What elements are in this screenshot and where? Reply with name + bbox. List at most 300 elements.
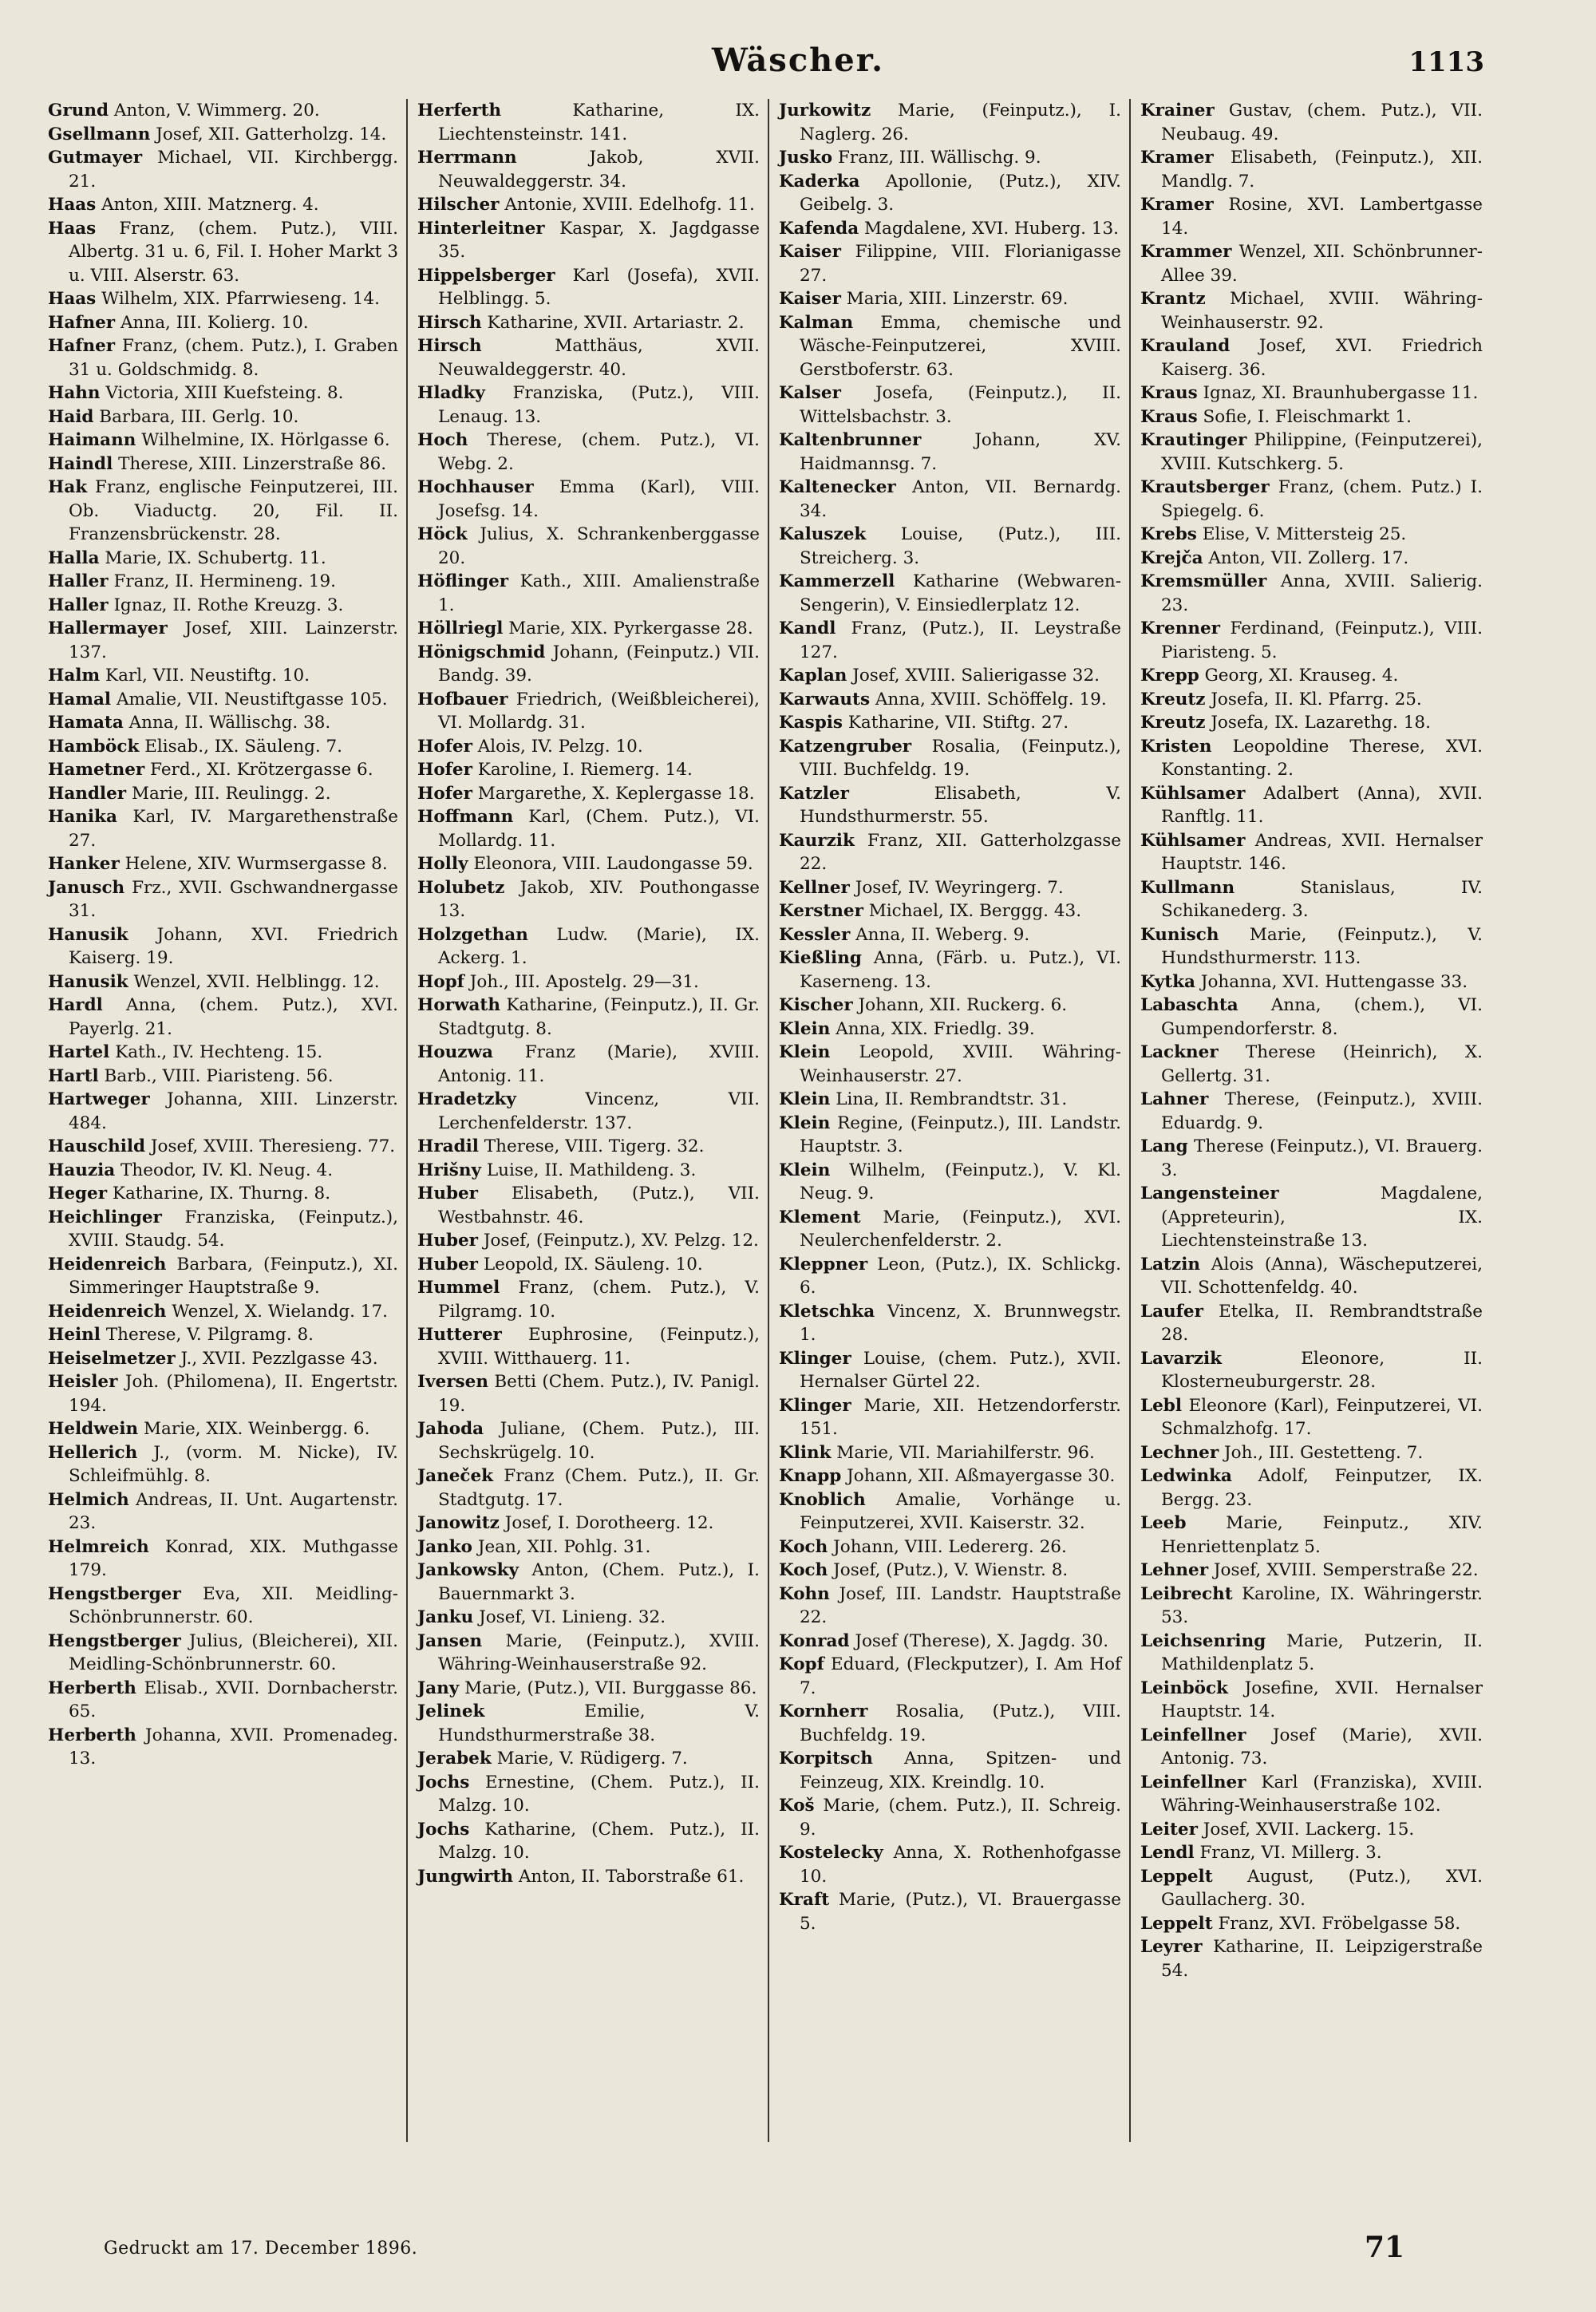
- directory-entry: [779, 217, 1121, 241]
- entry-details: Anton, II. Taborstraße 61.: [518, 1866, 745, 1887]
- entry-surname: Janeček: [417, 1466, 494, 1486]
- entry-surname: Katzler: [779, 783, 849, 804]
- entry-surname: Kostelecky: [779, 1843, 883, 1863]
- entry-details: Karl (Josefa), XVII. Helblingg. 5.: [438, 265, 760, 309]
- entry-details: Josef, XVIII. Semperstraße 22.: [1213, 1560, 1479, 1580]
- entry-surname: Heiselmetzer: [48, 1348, 176, 1369]
- entry-surname: Kaltenbrunner: [779, 430, 922, 450]
- directory-entry: [417, 923, 760, 970]
- directory-entry: [779, 1112, 1121, 1159]
- directory-entry: [48, 1535, 398, 1583]
- entry-surname: Hochhauser: [417, 477, 534, 497]
- entry-surname: Höck: [417, 524, 468, 544]
- entry-surname: Krejča: [1140, 547, 1203, 568]
- entry-surname: Kramer: [1140, 195, 1214, 215]
- entry-surname: Klein: [779, 1089, 831, 1109]
- directory-entry: [48, 1724, 398, 1771]
- entry-details: Therese, (Feinputz.), XVIII. Eduardg. 9.: [1161, 1089, 1483, 1133]
- entry-details: Rosalia, (Putz.), VIII. Buchfeldg. 19.: [800, 1701, 1121, 1745]
- entry-surname: Kaderka: [779, 171, 860, 192]
- directory-entry: [48, 1630, 398, 1677]
- entry-details: Josef, XII. Gatterholzg. 14.: [156, 124, 387, 144]
- entry-details: Johanna, XVI. Huttengasse 33.: [1200, 971, 1468, 992]
- directory-entry: [779, 1300, 1121, 1347]
- directory-entry: [48, 970, 398, 994]
- entry-surname: Lebl: [1140, 1395, 1182, 1416]
- directory-entry: [417, 876, 760, 923]
- directory-entry: [779, 429, 1121, 476]
- directory-entry: [1140, 1771, 1483, 1818]
- directory-entry: [48, 994, 398, 1041]
- entry-details: Franz, (chem. Putz.), VIII. Albertg. 31 u. 6, Fil. I. Hoher Markt 3 u. VIII. Alserstr. 63.: [69, 218, 398, 286]
- directory-entry: [779, 1559, 1121, 1583]
- entry-surname: Halm: [48, 666, 101, 686]
- entry-details: Barb., VIII. Piaristeng. 56.: [104, 1065, 334, 1086]
- entry-surname: Klein: [779, 1042, 831, 1062]
- directory-entry: [48, 711, 398, 735]
- entry-details: Franziska, (Feinputz.), XVIII. Staudg. 54.: [69, 1207, 398, 1251]
- directory-entry: [1140, 829, 1483, 876]
- entry-details: Rosalia, (Feinputz.), VIII. Buchfeldg. 19.: [800, 736, 1121, 780]
- entry-details: Karoline, I. Riemerg. 14.: [477, 760, 693, 780]
- entry-details: Georg, XI. Krauseg. 4.: [1204, 666, 1399, 686]
- entry-surname: Hamata: [48, 713, 124, 733]
- entry-surname: Labaschta: [1140, 995, 1238, 1015]
- entry-surname: Haller: [48, 571, 109, 591]
- directory-entry: [417, 758, 760, 782]
- entry-details: J., (vorm. M. Nicke), IV. Schleifmühlg. 8.: [69, 1442, 398, 1486]
- directory-entry: [779, 617, 1121, 664]
- entry-details: Josef, XIII. Lainzerstr. 137.: [69, 619, 398, 662]
- directory-entry: [779, 1088, 1121, 1112]
- entry-surname: Leichsenring: [1140, 1630, 1266, 1651]
- directory-entry: [48, 217, 398, 288]
- directory-entry: [417, 1818, 760, 1865]
- entry-surname: Krebs: [1140, 524, 1197, 544]
- directory-entry: [48, 852, 398, 876]
- directory-entry: [417, 617, 760, 641]
- entry-details: Marie, III. Reulingg. 2.: [131, 783, 331, 804]
- entry-surname: Hrišny: [417, 1160, 482, 1180]
- directory-entry: [417, 1677, 760, 1701]
- directory-entry: [417, 1135, 760, 1159]
- entry-details: Eleonore, II. Klosterneuburgerstr. 28.: [1161, 1348, 1483, 1392]
- directory-entry: [779, 1653, 1121, 1700]
- directory-entry: [48, 476, 398, 547]
- entry-details: Franz, (chem. Putz.), I. Graben 31 u. Goldschmidg. 8.: [69, 336, 398, 380]
- entry-details: Juliane, (Chem. Putz.), III. Sechskrügelg. 10.: [438, 1419, 760, 1463]
- directory-entry: [417, 1417, 760, 1464]
- entry-surname: Krammer: [1140, 242, 1232, 262]
- entry-surname: Kaurzik: [779, 830, 855, 851]
- column-2: [406, 99, 768, 2142]
- entry-surname: Hardl: [48, 995, 103, 1015]
- directory-entry: [1140, 711, 1483, 735]
- directory-entry: [417, 1370, 760, 1417]
- entry-details: Franziska, (Putz.), VIII. Lenaug. 13.: [438, 383, 760, 427]
- entry-details: Magdalene, (Appreteurin), IX. Liechtensteinstraße 13.: [1161, 1184, 1483, 1251]
- entry-surname: Klink: [779, 1442, 832, 1463]
- entry-surname: Leppelt: [1140, 1913, 1213, 1934]
- entry-surname: Kreutz: [1140, 689, 1206, 709]
- entry-surname: Klinger: [779, 1348, 851, 1369]
- directory-entry: [417, 1276, 760, 1323]
- entry-details: Victoria, XIII Kuefsteing. 8.: [105, 383, 344, 403]
- entry-details: Josef, XVI. Friedrich Kaiserg. 36.: [1161, 336, 1483, 380]
- entry-surname: Leppelt: [1140, 1866, 1213, 1887]
- entry-details: Katharine, XVII. Artariastr. 2.: [487, 312, 745, 333]
- entry-details: Jean, XII. Pohlg. 31.: [477, 1536, 651, 1557]
- entry-surname: Kammerzell: [779, 571, 895, 591]
- entry-details: Franz, englische Feinputzerei, III. Ob. Viaductg. 20, Fil. II. Franzensbrückenstr. 28.: [69, 477, 398, 544]
- entry-details: Anna, Spitzen- und Feinzeug, XIX. Kreindlg. 10.: [800, 1749, 1121, 1792]
- entry-surname: Kytka: [1140, 971, 1195, 992]
- directory-entry: [48, 617, 398, 664]
- directory-entry: [779, 711, 1121, 735]
- directory-entry: [779, 923, 1121, 947]
- entry-surname: Krenner: [1140, 619, 1220, 638]
- entry-details: Wilhelm, XIX. Pfarrwieseng. 14.: [101, 289, 380, 309]
- directory-entry: [1140, 735, 1483, 782]
- directory-entry: [1140, 1818, 1483, 1842]
- entry-surname: Lendl: [1140, 1843, 1195, 1863]
- directory-entry: [417, 217, 760, 264]
- entry-surname: Hippelsberger: [417, 265, 555, 286]
- entry-details: Katharine, VII. Stiftg. 27.: [847, 713, 1069, 733]
- entry-surname: Hofbauer: [417, 689, 508, 709]
- entry-surname: Lahner: [1140, 1089, 1209, 1109]
- entry-details: Vincenz, VII. Lerchenfelderstr. 137.: [438, 1089, 760, 1133]
- entry-details: Johanna, XIII. Linzerstr. 484.: [69, 1089, 398, 1133]
- entry-details: Franz, (chem. Putz.) I. Spiegelg. 6.: [1161, 477, 1483, 521]
- directory-entry: [48, 594, 398, 618]
- directory-entry: [417, 970, 760, 994]
- entry-surname: Hirsch: [417, 312, 482, 333]
- entry-surname: Hummel: [417, 1278, 500, 1298]
- entry-surname: Korpitsch: [779, 1749, 873, 1769]
- directory-entry: [1140, 405, 1483, 429]
- entry-surname: Kießling: [779, 948, 862, 968]
- entry-surname: Halla: [48, 547, 100, 568]
- entry-details: Leopoldine Therese, XVI. Konstanting. 2.: [1161, 736, 1483, 780]
- entry-surname: Hartweger: [48, 1089, 150, 1109]
- directory-entry: [48, 547, 398, 571]
- entry-details: Leopold, XVIII. Währing-Weinhauserstr. 27.: [800, 1042, 1121, 1086]
- directory-entry: [1140, 994, 1483, 1041]
- entry-details: Anton, (Chem. Putz.), I. Bauernmarkt 3.: [438, 1560, 760, 1604]
- entry-surname: Hallermayer: [48, 619, 168, 638]
- entry-details: Filippine, VIII. Florianigasse 27.: [800, 242, 1121, 286]
- entry-surname: Holzgethan: [417, 924, 528, 945]
- directory-entry: [48, 1182, 398, 1206]
- directory-entry: [1140, 1041, 1483, 1088]
- entry-surname: Klement: [779, 1207, 861, 1227]
- entry-details: Anna, XIX. Friedlg. 39.: [836, 1018, 1035, 1039]
- entry-details: Kath., XIII. Amalienstraße 1.: [438, 571, 760, 615]
- entry-surname: Hanusik: [48, 924, 128, 945]
- entry-details: Marie, (Feinputz.), I. Naglerg. 26.: [800, 101, 1122, 144]
- entry-details: Therese (Heinrich), X. Gellertg. 31.: [1161, 1042, 1483, 1086]
- entry-details: Etelka, II. Rembrandtstraße 28.: [1161, 1301, 1483, 1345]
- directory-entry: [48, 99, 398, 123]
- entry-surname: Handler: [48, 783, 127, 804]
- entry-surname: Janowitz: [417, 1513, 500, 1533]
- entry-details: Maria, XIII. Linzerstr. 69.: [846, 289, 1069, 309]
- entry-details: Josef, XVIII. Salierigasse 32.: [852, 666, 1100, 686]
- entry-surname: Jochs: [417, 1772, 470, 1792]
- entry-details: Elisab., XVII. Dornbacherstr. 65.: [69, 1678, 398, 1721]
- entry-surname: Kraus: [1140, 406, 1198, 427]
- entry-details: Johann, XII. Aßmayergasse 30.: [847, 1466, 1116, 1486]
- entry-surname: Krepp: [1140, 666, 1199, 686]
- entry-details: Anna, XVIII. Salierig. 23.: [1161, 571, 1483, 615]
- entry-details: Marie, XIX. Pyrkergasse 28.: [508, 619, 753, 638]
- directory-entry: [779, 664, 1121, 688]
- directory-entry: [779, 287, 1121, 311]
- directory-entry: [48, 453, 398, 476]
- entry-surname: Hutterer: [417, 1325, 502, 1345]
- entry-details: Apollonie, (Putz.), XIV. Geibelg. 3.: [800, 171, 1121, 215]
- entry-surname: Hak: [48, 477, 88, 497]
- entry-surname: Klein: [779, 1160, 831, 1180]
- entry-details: Anna, II. Weberg. 9.: [855, 924, 1030, 945]
- entry-details: Anna, II. Wällischg. 38.: [128, 713, 331, 733]
- entry-surname: Hofer: [417, 736, 472, 757]
- directory-entry: [48, 1441, 398, 1488]
- directory-entry: [1140, 1512, 1483, 1559]
- directory-entry: [779, 381, 1121, 429]
- entry-surname: Janusch: [48, 877, 125, 898]
- entry-surname: Kopf: [779, 1654, 824, 1674]
- entry-surname: Hanika: [48, 807, 117, 827]
- entry-surname: Grund: [48, 101, 109, 121]
- entry-details: Marie, Feinputz., XIV. Henriettenplatz 5.: [1161, 1513, 1483, 1557]
- entry-details: Karl, IV. Margarethenstraße 27.: [69, 807, 398, 851]
- entry-details: Helene, XIV. Wurmsergasse 8.: [124, 854, 388, 874]
- directory-entry: [779, 99, 1121, 146]
- directory-entry: [1140, 476, 1483, 523]
- entry-details: Antonie, XVIII. Edelhofg. 11.: [504, 195, 755, 215]
- entry-details: Josef, XVII. Lackerg. 15.: [1203, 1819, 1415, 1840]
- entry-surname: Jungwirth: [417, 1866, 514, 1887]
- entry-surname: Jankowsky: [417, 1560, 519, 1580]
- directory-entry: [417, 429, 760, 476]
- directory-entry: [417, 1229, 760, 1253]
- entry-details: Joh. (Philomena), II. Engertstr. 194.: [69, 1372, 398, 1416]
- entry-details: Johann, XVI. Friedrich Kaiserg. 19.: [69, 924, 398, 968]
- directory-entry: [1140, 923, 1483, 970]
- directory-entry: [779, 1841, 1121, 1888]
- directory-entry: [779, 735, 1121, 782]
- entry-details: Louise, (chem. Putz.), XVII. Hernalser Gürtel 22.: [800, 1348, 1121, 1392]
- directory-entry: [48, 429, 398, 453]
- entry-details: Jakob, XIV. Pouthongasse 13.: [438, 877, 760, 921]
- entry-details: Therese (Feinputz.), VI. Brauerg. 3.: [1161, 1136, 1483, 1180]
- entry-details: Eduard, (Fleckputzer), I. Am Hof 7.: [800, 1654, 1121, 1698]
- entry-details: Rosine, XVI. Lambertgasse 14.: [1161, 195, 1483, 239]
- entry-surname: Holubetz: [417, 877, 505, 898]
- entry-surname: Heger: [48, 1184, 108, 1203]
- entry-details: Josef (Therese), X. Jagdg. 30.: [855, 1630, 1109, 1651]
- entry-surname: Gsellmann: [48, 124, 151, 144]
- entry-details: Wilhelm, (Feinputz.), V. Kl. Neug. 9.: [800, 1160, 1121, 1203]
- directory-entry: [48, 1041, 398, 1065]
- entry-surname: Huber: [417, 1184, 478, 1203]
- entry-surname: Krainer: [1140, 101, 1215, 121]
- entry-details: Alois, IV. Pelzg. 10.: [477, 736, 643, 757]
- directory-entry: [779, 829, 1121, 876]
- directory-entry: [48, 923, 398, 970]
- entry-details: Stanislaus, IV. Schikanederg. 3.: [1161, 877, 1483, 921]
- entry-surname: Hengstberger: [48, 1630, 181, 1651]
- entry-details: Ferd., XI. Krötzergasse 6.: [150, 760, 373, 780]
- entry-surname: Hanusik: [48, 971, 128, 992]
- entry-details: Josef, (Feinputz.), XV. Pelzg. 12.: [483, 1231, 759, 1251]
- directory-entry: [1140, 523, 1483, 547]
- entry-surname: Hengstberger: [48, 1583, 181, 1604]
- entry-details: Louise, (Putz.), III. Streicherg. 3.: [800, 524, 1121, 568]
- directory-entry: [417, 805, 760, 852]
- entry-surname: Kullmann: [1140, 877, 1235, 898]
- entry-surname: Krautinger: [1140, 430, 1247, 450]
- entry-surname: Herferth: [417, 101, 502, 121]
- directory-entry: [417, 1630, 760, 1677]
- entry-details: Vincenz, X. Brunnwegstr. 1.: [800, 1301, 1121, 1345]
- directory-entry: [779, 170, 1121, 217]
- entry-surname: Kalser: [779, 383, 841, 403]
- entry-details: August, (Putz.), XVI. Gaullacherg. 30.: [1161, 1866, 1483, 1910]
- directory-entry: [48, 146, 398, 193]
- entry-surname: Kühlsamer: [1140, 830, 1246, 851]
- directory-entry: [48, 1206, 398, 1253]
- directory-entry: [48, 688, 398, 712]
- directory-entry: [48, 758, 398, 782]
- directory-entry: [779, 1441, 1121, 1465]
- entry-surname: Kleppner: [779, 1254, 868, 1275]
- entry-details: Philippine, (Feinputzerei), XVIII. Kutschkerg. 5.: [1161, 430, 1483, 474]
- entry-surname: Haindl: [48, 453, 113, 474]
- entry-surname: Hartel: [48, 1042, 110, 1062]
- entry-details: Karoline, IX. Währingerstr. 53.: [1161, 1583, 1483, 1627]
- entry-surname: Hafner: [48, 312, 116, 333]
- directory-entry: [1140, 1394, 1483, 1441]
- entry-surname: Hahn: [48, 383, 101, 403]
- entry-details: Franz, (chem. Putz.), V. Pilgramg. 10.: [438, 1278, 760, 1322]
- entry-surname: Haas: [48, 289, 97, 309]
- directory-entry: [417, 641, 760, 688]
- entry-surname: Kerstner: [779, 901, 863, 921]
- entry-surname: Heldwein: [48, 1419, 139, 1439]
- entry-details: Joh., III. Gestetteng. 7.: [1224, 1442, 1424, 1463]
- entry-surname: Heisler: [48, 1372, 118, 1392]
- entry-surname: Kandl: [779, 619, 836, 638]
- entry-details: Regine, (Feinputz.), III. Landstr. Hauptstr. 3.: [800, 1113, 1121, 1156]
- entry-details: Katharine, (Feinputz.), II. Gr. Stadtgutg. 8.: [438, 995, 760, 1039]
- directory-entry: [48, 1323, 398, 1347]
- entry-surname: Leibrecht: [1140, 1583, 1233, 1604]
- entry-details: Margarethe, X. Keplergasse 18.: [477, 783, 755, 804]
- entry-details: Ernestine, (Chem. Putz.), II. Malzg. 10.: [438, 1772, 760, 1816]
- entry-surname: Hradetzky: [417, 1089, 516, 1109]
- entry-details: Magdalene, XVI. Huberg. 13.: [864, 218, 1119, 239]
- entry-details: Marie, XIX. Weinbergg. 6.: [144, 1419, 370, 1439]
- entry-details: Emma, chemische und Wäsche-Feinputzerei, XVIII. Gerstboferstr. 63.: [800, 312, 1121, 380]
- directory-entry: [417, 1700, 760, 1747]
- entry-surname: Hafner: [48, 336, 116, 356]
- entry-details: Emma (Karl), VIII. Josefsg. 14.: [438, 477, 760, 521]
- entry-surname: Klein: [779, 1113, 831, 1133]
- entry-surname: Haller: [48, 595, 109, 615]
- directory-entry: [417, 1771, 760, 1818]
- entry-surname: Houzwa: [417, 1042, 493, 1062]
- entry-details: Josef, (Putz.), V. Wienstr. 8.: [833, 1560, 1069, 1580]
- entry-details: Eva, XII. Meidling-Schönbrunnerstr. 60.: [69, 1583, 398, 1627]
- entry-details: Franz, XVI. Fröbelgasse 58.: [1218, 1913, 1461, 1934]
- entry-surname: Hoffmann: [417, 807, 514, 827]
- directory-entry: [417, 1747, 760, 1771]
- directory-entry: [417, 1865, 760, 1889]
- entry-details: Anton, V. Wimmerg. 20.: [113, 101, 320, 121]
- directory-entry: [1140, 193, 1483, 240]
- directory-entry: [48, 570, 398, 594]
- entry-details: Sofie, I. Fleischmarkt 1.: [1203, 406, 1412, 427]
- entry-details: Michael, XVIII. Währing-Weinhauserstr. 92.: [1161, 289, 1483, 333]
- entry-surname: Herberth: [48, 1678, 136, 1698]
- entry-details: Marie, IX. Schubertg. 11.: [105, 547, 326, 568]
- entry-details: Wenzel, XVII. Helblingg. 12.: [133, 971, 380, 992]
- entry-details: Anna, (chem. Putz.), XVI. Payerlg. 21.: [69, 995, 398, 1039]
- entry-details: Johanna, XVII. Promenadeg. 13.: [69, 1725, 398, 1769]
- entry-surname: Jany: [417, 1678, 460, 1698]
- entry-details: Therese, XIII. Linzerstraße 86.: [118, 453, 387, 474]
- directory-entry: [779, 1583, 1121, 1630]
- entry-details: Anton, XIII. Matznerg. 4.: [101, 195, 319, 215]
- entry-surname: Hofer: [417, 783, 472, 804]
- directory-entry: [1140, 1464, 1483, 1512]
- directory-entry: [779, 1464, 1121, 1488]
- entry-details: Josef, III. Landstr. Hauptstraße 22.: [800, 1583, 1121, 1627]
- entry-details: Therese, V. Pilgramg. 8.: [105, 1325, 314, 1345]
- directory-entry: [779, 240, 1121, 287]
- entry-surname: Hellerich: [48, 1442, 138, 1463]
- directory-entry: [779, 1394, 1121, 1441]
- directory-entry: [779, 1630, 1121, 1654]
- entry-details: Friedrich, (Weißbleicherei), VI. Mollardg. 31.: [438, 689, 760, 733]
- entry-details: Franz (Marie), XVIII. Antonig. 11.: [438, 1042, 760, 1086]
- directory-entry: [1140, 1630, 1483, 1677]
- directory-entry: [1140, 664, 1483, 688]
- entry-details: Ignaz, XI. Braunhubergasse 11.: [1203, 383, 1479, 403]
- entry-details: Leopold, IX. Säuleng. 10.: [483, 1254, 703, 1275]
- directory-entry: [417, 1464, 760, 1512]
- entry-surname: Lechner: [1140, 1442, 1219, 1463]
- entry-surname: Konrad: [779, 1630, 850, 1651]
- page-title: Wäscher.: [711, 41, 885, 79]
- entry-details: Josefa, IX. Lazarethg. 18.: [1211, 713, 1431, 733]
- directory-entry: [417, 146, 760, 193]
- directory-entry: [417, 264, 760, 311]
- directory-entry: [48, 405, 398, 429]
- entry-surname: Jochs: [417, 1819, 470, 1840]
- entry-surname: Hinterleitner: [417, 218, 545, 239]
- directory-entry: [779, 947, 1121, 994]
- directory-entry: [48, 805, 398, 852]
- entry-surname: Knapp: [779, 1466, 842, 1486]
- entry-details: Johann, VIII. Ledererg. 26.: [833, 1536, 1067, 1557]
- directory-entry: [417, 1041, 760, 1088]
- entry-details: Barbara, (Feinputz.), XI. Simmeringer Hauptstraße 9.: [69, 1254, 399, 1298]
- entry-surname: Kessler: [779, 924, 851, 945]
